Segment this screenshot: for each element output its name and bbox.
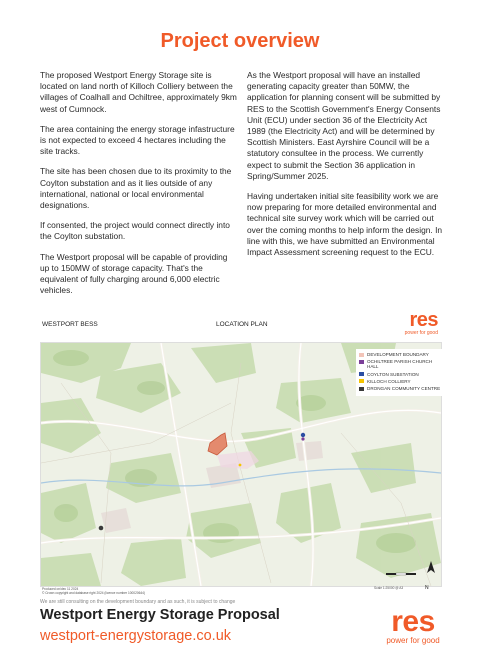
- killoch-colliery-marker: [239, 464, 242, 467]
- right-column: [247, 70, 447, 267]
- map-legend: [356, 349, 444, 396]
- legend-item: OCHILTREE PARISH CHURCH HALL: [359, 359, 441, 369]
- paragraph: Having undertaken initial site feasibility work we are now preparing for more detailed environmental and technical site survey work which will be carried out over the coming months to help inform the design. In line with this, we have submitted an Environmental Impact Assessment screening request to the ECU.: [247, 191, 443, 258]
- website-link[interactable]: westport-energystorage.co.uk: [40, 628, 232, 644]
- res-logo-footer: res power for good: [386, 605, 440, 645]
- paragraph: The area containing the energy storage infastructure is not expected to exceed 4 hectares including the site tracks.: [40, 123, 235, 157]
- boundary-disclaimer: We are still consulting on the development boundary and as such, it is subject to change: [40, 599, 236, 605]
- legend-swatch: [359, 372, 364, 376]
- map-header: [38, 310, 442, 342]
- legend-item: KILLOCH COLLIERY: [359, 379, 441, 384]
- north-arrow-label: N: [425, 585, 429, 591]
- map-subtitle: LOCATION PLAN: [216, 321, 268, 328]
- map-credit: Produced on/dec 11 2024 © Crown copyright and database right 2024 (licence number 100020644): [42, 587, 145, 595]
- map-title: WESTPORT BESS: [42, 321, 98, 328]
- map-scale-text: Scale 1:25000 @ A3: [374, 586, 404, 590]
- paragraph: The proposed Westport Energy Storage site is located on land north of Killoch Colliery between the villages of Coalhall and Ochiltree, approximately 9km west of Cumnock.: [40, 70, 237, 114]
- coylton-substation-marker: [301, 433, 305, 437]
- legend-swatch: [359, 360, 364, 364]
- paragraph: If consented, the project would connect directly into the Coylton substation.: [40, 220, 230, 242]
- paragraph: As the Westport proposal will have an installed generating capacity greater than 50MW, the application for planning consent will be submitted by RES to the Scottish Government's Energy Consents Unit (ECU) under section 36 of the Electricity Act 1989 (the Electricity Act) and will be determined by Scottish Ministers. East Ayrshire Council will be a statutory consultee in the process. We currently expect to submit the Section 36 application in Spring/Summer 2025.: [247, 70, 441, 181]
- page-title: Project overview: [160, 30, 320, 52]
- map-footer: [40, 585, 440, 599]
- legend-item: COYLTON SUBSTATION: [359, 372, 441, 377]
- legend-swatch: [359, 379, 364, 383]
- legend-swatch: [359, 353, 364, 357]
- proposal-title: Westport Energy Storage Proposal: [40, 607, 280, 623]
- drongan-community-centre-marker: [99, 526, 104, 531]
- res-logo: res power for good: [404, 309, 438, 336]
- legend-item: DEVELOPMENT BOUNDARY: [359, 352, 441, 357]
- legend-item: DRONGAN COMMUNITY CENTRE: [359, 386, 441, 391]
- legend-swatch: [359, 387, 364, 391]
- paragraph: The site has been chosen due to its proximity to the Coylton substation and as it lies outside of any international, national or local environmental designations.: [40, 166, 232, 211]
- paragraph: The Westport proposal will be capable of providing up to 150MW of storage capacity. That's the equivalent of fully charging around 6,000 electric vehicles.: [40, 251, 228, 296]
- left-column: [40, 70, 238, 305]
